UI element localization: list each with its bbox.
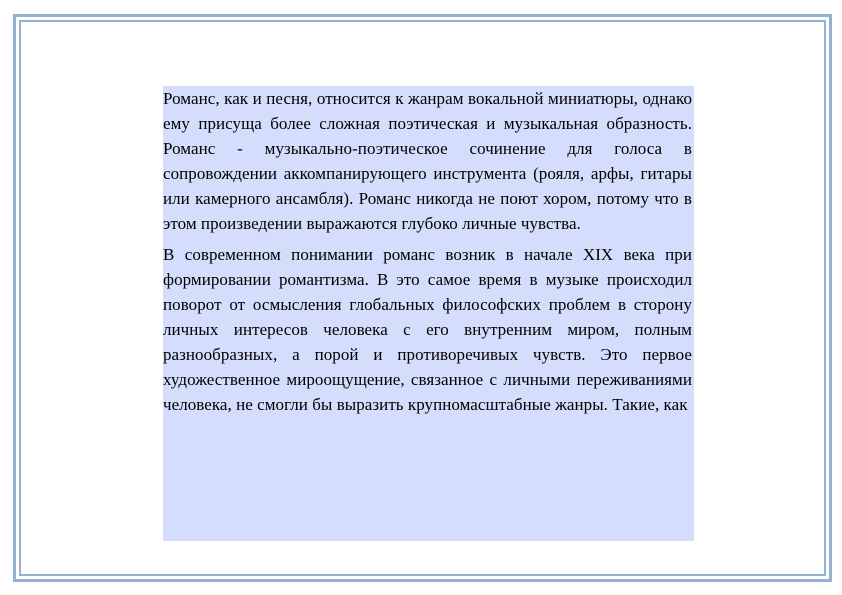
paragraph-2: В современном понимании романс возник в начале XIX века при формировании романтизма. В это самое время в музыке происходил поворот от осмысления глобальных философских проблем в сторону личных интересов человека с его внутренним миром, полным разнообразных, а порой и противоречивых чувств. Это первое художественное мироощущение, связанное с личными переживаниями человека, не смогли бы выразить крупномасштабные жанры. Такие, как [163,245,692,414]
text-block [163,86,694,541]
paragraph-1: Романс, как и песня, относится к жанрам вокальной миниатюры, однако ему присуща более сложная поэтическая и музыкальная образность. Романс - музыкально-поэтическое сочинение для голоса в сопровождении аккомпанирующего инструмента (рояля, арфы, гитары или камерного ансамбля). Романс никогда не поют хором, потому что в этом произведении выражаются глубоко личные чувства. [163,89,692,233]
